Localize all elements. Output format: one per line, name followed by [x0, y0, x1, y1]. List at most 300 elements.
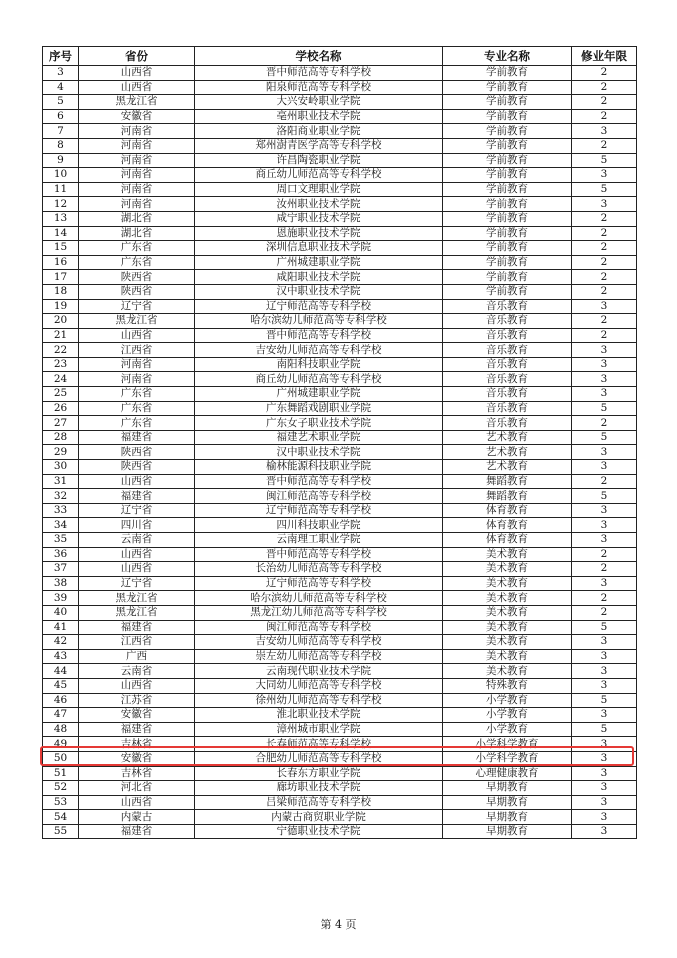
cell-school-name: 长春师范高等专科学校: [195, 737, 443, 752]
table-row: [43, 416, 637, 431]
cell-school-name: 辽宁师范高等专科学校: [195, 299, 443, 314]
cell-study-years: 2: [572, 284, 637, 299]
table-row: [43, 751, 637, 766]
cell-school-name: 崇左幼儿师范高等专科学校: [195, 649, 443, 664]
cell-study-years: 3: [572, 795, 637, 810]
cell-major-name: 体育教育: [443, 503, 572, 518]
cell-school-name: 晋中师范高等专科学校: [195, 66, 443, 81]
cell-study-years: 3: [572, 299, 637, 314]
cell-major-name: 早期教育: [443, 781, 572, 796]
header-study-years: 修业年限: [572, 47, 637, 66]
cell-major-name: 艺术教育: [443, 430, 572, 445]
cell-province: 黑龙江省: [79, 605, 195, 620]
cell-school-name: 吉安幼儿师范高等专科学校: [195, 635, 443, 650]
cell-major-name: 音乐教育: [443, 372, 572, 387]
cell-school-name: 商丘幼儿师范高等专科学校: [195, 372, 443, 387]
cell-index: 5: [43, 95, 79, 110]
cell-province: 福建省: [79, 722, 195, 737]
table-row: [43, 605, 637, 620]
table-row: [43, 576, 637, 591]
cell-index: 34: [43, 518, 79, 533]
cell-study-years: 2: [572, 109, 637, 124]
cell-study-years: 3: [572, 533, 637, 548]
cell-index: 48: [43, 722, 79, 737]
cell-school-name: 广东舞蹈戏剧职业学院: [195, 401, 443, 416]
cell-major-name: 音乐教育: [443, 401, 572, 416]
cell-province: 吉林省: [79, 737, 195, 752]
table-row: [43, 810, 637, 825]
cell-study-years: 2: [572, 211, 637, 226]
cell-province: 黑龙江省: [79, 591, 195, 606]
table-row: [43, 66, 637, 81]
cell-school-name: 闽江师范高等专科学校: [195, 620, 443, 635]
cell-major-name: 舞蹈教育: [443, 489, 572, 504]
cell-major-name: 学前教育: [443, 197, 572, 212]
cell-study-years: 5: [572, 182, 637, 197]
header-major-name: 专业名称: [443, 47, 572, 66]
cell-study-years: 3: [572, 678, 637, 693]
cell-major-name: 学前教育: [443, 168, 572, 183]
cell-major-name: 学前教育: [443, 80, 572, 95]
cell-index: 50: [43, 751, 79, 766]
cell-school-name: 广东女子职业技术学院: [195, 416, 443, 431]
cell-school-name: 洛阳商业职业学院: [195, 124, 443, 139]
cell-major-name: 学前教育: [443, 153, 572, 168]
cell-province: 湖北省: [79, 211, 195, 226]
cell-province: 山西省: [79, 66, 195, 81]
table-row: [43, 197, 637, 212]
cell-index: 40: [43, 605, 79, 620]
cell-study-years: 2: [572, 80, 637, 95]
table-row: [43, 138, 637, 153]
cell-school-name: 郑州澍青医学高等专科学校: [195, 138, 443, 153]
cell-school-name: 长治幼儿师范高等专科学校: [195, 562, 443, 577]
cell-province: 福建省: [79, 430, 195, 445]
table-row: [43, 211, 637, 226]
cell-study-years: 2: [572, 591, 637, 606]
cell-province: 辽宁省: [79, 299, 195, 314]
cell-major-name: 早期教育: [443, 810, 572, 825]
cell-study-years: 5: [572, 722, 637, 737]
cell-school-name: 广州城建职业学院: [195, 387, 443, 402]
cell-index: 10: [43, 168, 79, 183]
cell-major-name: 小学教育: [443, 708, 572, 723]
cell-school-name: 云南现代职业技术学院: [195, 664, 443, 679]
table-row: [43, 430, 637, 445]
cell-school-name: 晋中师范高等专科学校: [195, 547, 443, 562]
table-row: [43, 533, 637, 548]
table-row: [43, 591, 637, 606]
cell-major-name: 艺术教育: [443, 445, 572, 460]
cell-index: 39: [43, 591, 79, 606]
cell-province: 山西省: [79, 562, 195, 577]
cell-major-name: 学前教育: [443, 109, 572, 124]
cell-province: 福建省: [79, 824, 195, 839]
cell-school-name: 宁德职业技术学院: [195, 824, 443, 839]
table-row: [43, 255, 637, 270]
cell-major-name: 音乐教育: [443, 328, 572, 343]
cell-province: 山西省: [79, 547, 195, 562]
table-row: [43, 460, 637, 475]
cell-major-name: 学前教育: [443, 270, 572, 285]
cell-index: 38: [43, 576, 79, 591]
cell-major-name: 音乐教育: [443, 357, 572, 372]
cell-province: 河南省: [79, 124, 195, 139]
cell-major-name: 美术教育: [443, 635, 572, 650]
cell-school-name: 大兴安岭职业学院: [195, 95, 443, 110]
table-row: [43, 343, 637, 358]
cell-province: 黑龙江省: [79, 95, 195, 110]
table-row: [43, 489, 637, 504]
cell-province: 山西省: [79, 474, 195, 489]
cell-index: 42: [43, 635, 79, 650]
cell-school-name: 淮北职业技术学院: [195, 708, 443, 723]
cell-province: 山西省: [79, 80, 195, 95]
table-row: [43, 95, 637, 110]
cell-school-name: 辽宁师范高等专科学校: [195, 576, 443, 591]
cell-school-name: 闽江师范高等专科学校: [195, 489, 443, 504]
cell-school-name: 汉中职业技术学院: [195, 284, 443, 299]
page-number: 第 4 页: [320, 918, 357, 931]
cell-major-name: 美术教育: [443, 562, 572, 577]
cell-index: 31: [43, 474, 79, 489]
cell-province: 山西省: [79, 678, 195, 693]
table-row: [43, 226, 637, 241]
cell-province: 云南省: [79, 664, 195, 679]
cell-index: 7: [43, 124, 79, 139]
cell-province: 陕西省: [79, 445, 195, 460]
cell-major-name: 音乐教育: [443, 416, 572, 431]
cell-province: 湖北省: [79, 226, 195, 241]
cell-index: 12: [43, 197, 79, 212]
cell-school-name: 黑龙江幼儿师范高等专科学校: [195, 605, 443, 620]
cell-study-years: 2: [572, 605, 637, 620]
cell-index: 35: [43, 533, 79, 548]
cell-index: 22: [43, 343, 79, 358]
cell-province: 福建省: [79, 620, 195, 635]
table-row: [43, 182, 637, 197]
cell-study-years: 3: [572, 635, 637, 650]
cell-school-name: 恩施职业技术学院: [195, 226, 443, 241]
table-row: [43, 270, 637, 285]
table-row: [43, 693, 637, 708]
cell-major-name: 艺术教育: [443, 460, 572, 475]
cell-study-years: 2: [572, 270, 637, 285]
table-row: [43, 649, 637, 664]
cell-school-name: 商丘幼儿师范高等专科学校: [195, 168, 443, 183]
cell-study-years: 2: [572, 95, 637, 110]
cell-province: 河南省: [79, 168, 195, 183]
cell-province: 河南省: [79, 372, 195, 387]
cell-major-name: 学前教育: [443, 95, 572, 110]
header-province: 省份: [79, 47, 195, 66]
cell-index: 18: [43, 284, 79, 299]
cell-school-name: 咸阳职业技术学院: [195, 270, 443, 285]
cell-major-name: 美术教育: [443, 547, 572, 562]
cell-index: 4: [43, 80, 79, 95]
table-row: [43, 562, 637, 577]
cell-index: 32: [43, 489, 79, 504]
cell-school-name: 晋中师范高等专科学校: [195, 474, 443, 489]
cell-index: 15: [43, 241, 79, 256]
cell-study-years: 3: [572, 343, 637, 358]
cell-major-name: 音乐教育: [443, 387, 572, 402]
cell-major-name: 早期教育: [443, 795, 572, 810]
cell-index: 49: [43, 737, 79, 752]
cell-school-name: 南阳科技职业学院: [195, 357, 443, 372]
cell-school-name: 汝州职业技术学院: [195, 197, 443, 212]
cell-index: 20: [43, 314, 79, 329]
table-row: [43, 109, 637, 124]
cell-index: 9: [43, 153, 79, 168]
table-row: [43, 124, 637, 139]
cell-study-years: 2: [572, 226, 637, 241]
cell-school-name: 福建艺术职业学院: [195, 430, 443, 445]
cell-index: 25: [43, 387, 79, 402]
cell-index: 47: [43, 708, 79, 723]
cell-study-years: 3: [572, 168, 637, 183]
cell-major-name: 学前教育: [443, 182, 572, 197]
cell-index: 55: [43, 824, 79, 839]
cell-province: 河南省: [79, 357, 195, 372]
cell-school-name: 咸宁职业技术学院: [195, 211, 443, 226]
table-row: [43, 664, 637, 679]
cell-major-name: 学前教育: [443, 284, 572, 299]
cell-province: 陕西省: [79, 284, 195, 299]
cell-province: 吉林省: [79, 766, 195, 781]
cell-major-name: 学前教育: [443, 255, 572, 270]
table-row: [43, 80, 637, 95]
cell-major-name: 学前教育: [443, 124, 572, 139]
cell-province: 陕西省: [79, 270, 195, 285]
cell-study-years: 3: [572, 751, 637, 766]
cell-school-name: 辽宁师范高等专科学校: [195, 503, 443, 518]
table-row: [43, 299, 637, 314]
cell-major-name: 学前教育: [443, 138, 572, 153]
cell-province: 河南省: [79, 197, 195, 212]
cell-province: 福建省: [79, 489, 195, 504]
cell-index: 53: [43, 795, 79, 810]
cell-index: 54: [43, 810, 79, 825]
table-row: [43, 284, 637, 299]
cell-school-name: 榆林能源科技职业学院: [195, 460, 443, 475]
cell-school-name: 晋中师范高等专科学校: [195, 328, 443, 343]
cell-study-years: 5: [572, 401, 637, 416]
cell-study-years: 5: [572, 489, 637, 504]
cell-school-name: 深圳信息职业技术学院: [195, 241, 443, 256]
cell-study-years: 2: [572, 138, 637, 153]
cell-index: 28: [43, 430, 79, 445]
table-row: [43, 795, 637, 810]
cell-index: 26: [43, 401, 79, 416]
cell-school-name: 吕梁师范高等专科学校: [195, 795, 443, 810]
cell-study-years: 3: [572, 781, 637, 796]
cell-school-name: 漳州城市职业学院: [195, 722, 443, 737]
cell-index: 6: [43, 109, 79, 124]
cell-index: 16: [43, 255, 79, 270]
cell-index: 37: [43, 562, 79, 577]
cell-study-years: 5: [572, 620, 637, 635]
cell-major-name: 学前教育: [443, 211, 572, 226]
header-index: 序号: [43, 47, 79, 66]
cell-study-years: 2: [572, 474, 637, 489]
table-row: [43, 503, 637, 518]
cell-index: 19: [43, 299, 79, 314]
cell-study-years: 3: [572, 576, 637, 591]
cell-study-years: 3: [572, 708, 637, 723]
cell-study-years: 3: [572, 810, 637, 825]
cell-major-name: 体育教育: [443, 518, 572, 533]
cell-school-name: 亳州职业技术学院: [195, 109, 443, 124]
table-row: [43, 824, 637, 839]
cell-index: 3: [43, 66, 79, 81]
cell-study-years: 3: [572, 518, 637, 533]
table-row: [43, 241, 637, 256]
cell-index: 33: [43, 503, 79, 518]
table-row: [43, 372, 637, 387]
cell-study-years: 3: [572, 503, 637, 518]
cell-school-name: 云南理工职业学院: [195, 533, 443, 548]
cell-study-years: 3: [572, 372, 637, 387]
table-row: [43, 387, 637, 402]
cell-major-name: 美术教育: [443, 591, 572, 606]
cell-province: 广东省: [79, 255, 195, 270]
cell-index: 14: [43, 226, 79, 241]
cell-study-years: 2: [572, 328, 637, 343]
cell-index: 17: [43, 270, 79, 285]
cell-province: 广东省: [79, 241, 195, 256]
cell-school-name: 许昌陶瓷职业学院: [195, 153, 443, 168]
cell-school-name: 阳泉师范高等专科学校: [195, 80, 443, 95]
cell-index: 29: [43, 445, 79, 460]
cell-study-years: 2: [572, 66, 637, 81]
cell-province: 广东省: [79, 416, 195, 431]
cell-province: 山西省: [79, 328, 195, 343]
cell-study-years: 3: [572, 460, 637, 475]
cell-school-name: 长春东方职业学院: [195, 766, 443, 781]
cell-province: 江西省: [79, 635, 195, 650]
cell-province: 安徽省: [79, 708, 195, 723]
table-header-row: [43, 47, 637, 66]
cell-study-years: 3: [572, 737, 637, 752]
cell-province: 四川省: [79, 518, 195, 533]
cell-school-name: 汉中职业技术学院: [195, 445, 443, 460]
cell-province: 云南省: [79, 533, 195, 548]
cell-province: 辽宁省: [79, 576, 195, 591]
table-row: [43, 357, 637, 372]
cell-province: 河南省: [79, 182, 195, 197]
cell-province: 广东省: [79, 387, 195, 402]
cell-school-name: 广州城建职业学院: [195, 255, 443, 270]
cell-school-name: 徐州幼儿师范高等专科学校: [195, 693, 443, 708]
cell-major-name: 特殊教育: [443, 678, 572, 693]
cell-province: 辽宁省: [79, 503, 195, 518]
cell-major-name: 美术教育: [443, 620, 572, 635]
cell-index: 52: [43, 781, 79, 796]
cell-major-name: 音乐教育: [443, 299, 572, 314]
table-body: [43, 66, 637, 839]
table-row: [43, 620, 637, 635]
cell-study-years: 5: [572, 430, 637, 445]
cell-school-name: 大同幼儿师范高等专科学校: [195, 678, 443, 693]
cell-study-years: 3: [572, 664, 637, 679]
cell-school-name: 内蒙古商贸职业学院: [195, 810, 443, 825]
cell-province: 江苏省: [79, 693, 195, 708]
cell-major-name: 音乐教育: [443, 343, 572, 358]
cell-index: 36: [43, 547, 79, 562]
cell-province: 江西省: [79, 343, 195, 358]
cell-province: 河南省: [79, 138, 195, 153]
cell-school-name: 吉安幼儿师范高等专科学校: [195, 343, 443, 358]
cell-school-name: 哈尔滨幼儿师范高等专科学校: [195, 591, 443, 606]
cell-study-years: 3: [572, 445, 637, 460]
cell-province: 安徽省: [79, 751, 195, 766]
cell-major-name: 音乐教育: [443, 314, 572, 329]
cell-index: 24: [43, 372, 79, 387]
cell-study-years: 5: [572, 693, 637, 708]
cell-index: 23: [43, 357, 79, 372]
table-row: [43, 328, 637, 343]
cell-study-years: 3: [572, 649, 637, 664]
cell-study-years: 3: [572, 357, 637, 372]
table-row: [43, 153, 637, 168]
cell-study-years: 2: [572, 547, 637, 562]
cell-province: 河北省: [79, 781, 195, 796]
cell-province: 陕西省: [79, 460, 195, 475]
table-row: [43, 518, 637, 533]
cell-study-years: 3: [572, 197, 637, 212]
cell-major-name: 小学科学教育: [443, 751, 572, 766]
cell-study-years: 3: [572, 124, 637, 139]
cell-index: 51: [43, 766, 79, 781]
cell-index: 43: [43, 649, 79, 664]
cell-index: 11: [43, 182, 79, 197]
cell-school-name: 廊坊职业技术学院: [195, 781, 443, 796]
cell-province: 黑龙江省: [79, 314, 195, 329]
cell-major-name: 小学科学教育: [443, 737, 572, 752]
table-row: [43, 708, 637, 723]
table-row: [43, 401, 637, 416]
cell-major-name: 小学教育: [443, 722, 572, 737]
cell-study-years: 3: [572, 387, 637, 402]
cell-major-name: 学前教育: [443, 66, 572, 81]
cell-major-name: 心理健康教育: [443, 766, 572, 781]
cell-province: 山西省: [79, 795, 195, 810]
table-row: [43, 168, 637, 183]
cell-major-name: 体育教育: [443, 533, 572, 548]
table-row: [43, 766, 637, 781]
table-row: [43, 737, 637, 752]
cell-index: 44: [43, 664, 79, 679]
cell-major-name: 美术教育: [443, 605, 572, 620]
cell-study-years: 2: [572, 314, 637, 329]
cell-major-name: 早期教育: [443, 824, 572, 839]
cell-index: 21: [43, 328, 79, 343]
cell-study-years: 2: [572, 562, 637, 577]
cell-index: 41: [43, 620, 79, 635]
cell-index: 8: [43, 138, 79, 153]
cell-province: 河南省: [79, 153, 195, 168]
cell-study-years: 3: [572, 824, 637, 839]
cell-province: 内蒙古: [79, 810, 195, 825]
cell-index: 27: [43, 416, 79, 431]
school-program-table: [42, 46, 637, 839]
cell-province: 广东省: [79, 401, 195, 416]
table-row: [43, 781, 637, 796]
cell-study-years: 2: [572, 416, 637, 431]
cell-major-name: 小学教育: [443, 693, 572, 708]
table-row: [43, 722, 637, 737]
